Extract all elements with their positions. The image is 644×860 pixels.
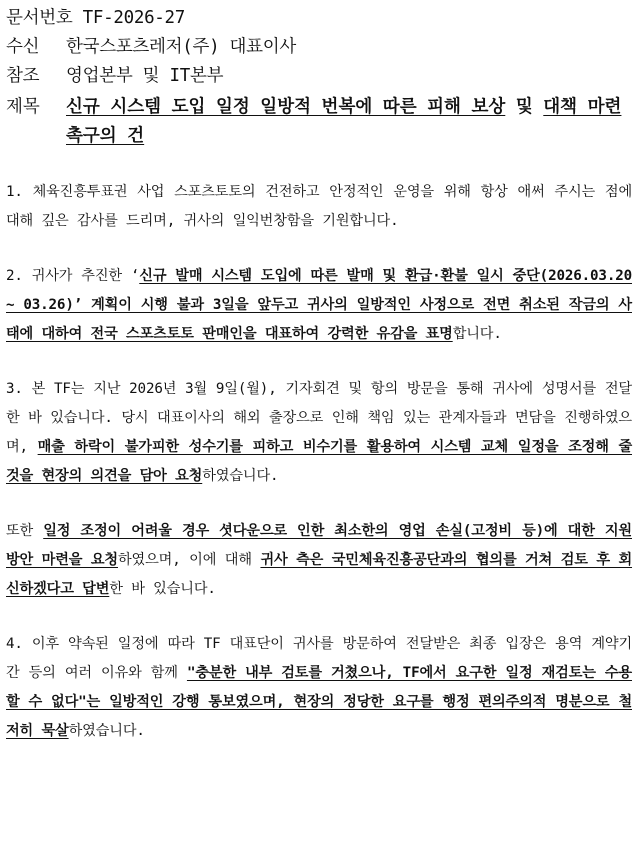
- recipient-line: [6, 33, 640, 62]
- p5-tail: 하였습니다.: [68, 723, 145, 739]
- recipient-label: 수신: [6, 37, 40, 57]
- subject-part3: 대책 마련 촉구의 건: [66, 97, 622, 146]
- p4-emphasis-2: 귀사 측은 국민체육진흥공단과의 협의를 거쳐 검토 후 회신하겠다고 답변: [6, 552, 633, 597]
- p2-emphasis: 신규 발매 시스템 도입에 따른 발매 및 환급·환불 일시 중단(2026.03.20 ~ 03.26)’ 계획이 시행 불과 3일을 앞두고 귀사의 일방적인 사정으로 전면 취소된 작금의 사태에 대하여 전국 스포츠토토 판매인을 대표하여 강력한 유감을 표명: [6, 268, 632, 342]
- doc-number: 문서번호 TF-2026-27: [6, 8, 186, 28]
- p4-mid: 하였으며, 이에 대해: [117, 552, 261, 568]
- p5-emphasis: "충분한 내부 검토를 거쳤으나, TF에서 요구한 일정 재검토는 수용할 수 없다"는 일방적인 강행 통보였으며, 현장의 정당한 요구를 행정 편의주의적 명분으로 철저히 묵살: [6, 665, 632, 739]
- paragraph-5: [6, 630, 640, 746]
- p3-tail: 하였습니다.: [202, 468, 279, 484]
- p3-lead: 3. 본 TF는 지난 2026년 3월 9일(월), 기자회견 및 항의 방문을 통해 귀사에 성명서를 전달한 바 있습니다. 당시 대표이사의 해외 출장으로 인해 책임 있는 관계자들과 면담을 진행하였으며,: [6, 381, 632, 455]
- p4-lead: 또한: [6, 523, 44, 539]
- reference-label: 참조: [6, 66, 40, 86]
- paragraph-3: [6, 375, 640, 491]
- p4-emphasis-1: 일정 조정이 어려울 경우 셧다운으로 인한 최소한의 영업 손실(고정비 등)에 대한 지원 방안 마련을 요청: [6, 523, 632, 568]
- reference-value: 영업본부 및 IT본부: [66, 66, 224, 86]
- p2-tail: 합니다.: [452, 326, 502, 342]
- recipient-value: 한국스포츠레저(주) 대표이사: [66, 37, 296, 57]
- paragraph-2: [6, 262, 640, 349]
- p5-lead: 4. 이후 약속된 일정에 따라 TF 대표단이 귀사를 방문하여 전달받은 최종 입장은 용역 계약기간 등의 여러 이유와 함께: [6, 636, 632, 681]
- p2-lead: 2. 귀사가 추진한 ‘: [6, 268, 140, 284]
- paragraph-1: 1. 체육진흥투표권 사업 스포츠토토의 건전하고 안정적인 운영을 위해 항상 애써 주시는 점에 대해 깊은 감사를 드리며, 귀사의 일익번창함을 기원합니다.: [6, 184, 632, 229]
- p4-tail: 한 바 있습니다.: [109, 581, 216, 597]
- p3-emphasis: 매출 하락이 불가피한 성수기를 피하고 비수기를 활용하여 시스템 교체 일정을 조정해 줄 것을 현장의 의견을 담아 요청: [6, 439, 632, 484]
- paragraph-4: [6, 517, 640, 604]
- reference-line: [6, 62, 640, 91]
- subject-label: 제목: [6, 97, 40, 117]
- subject-part2: 및: [505, 97, 544, 117]
- subject-value: [66, 93, 640, 151]
- subject-line: [6, 93, 640, 151]
- subject-part1: 신규 시스템 도입 일정 일방적 번복에 따른 피해 보상: [66, 97, 506, 117]
